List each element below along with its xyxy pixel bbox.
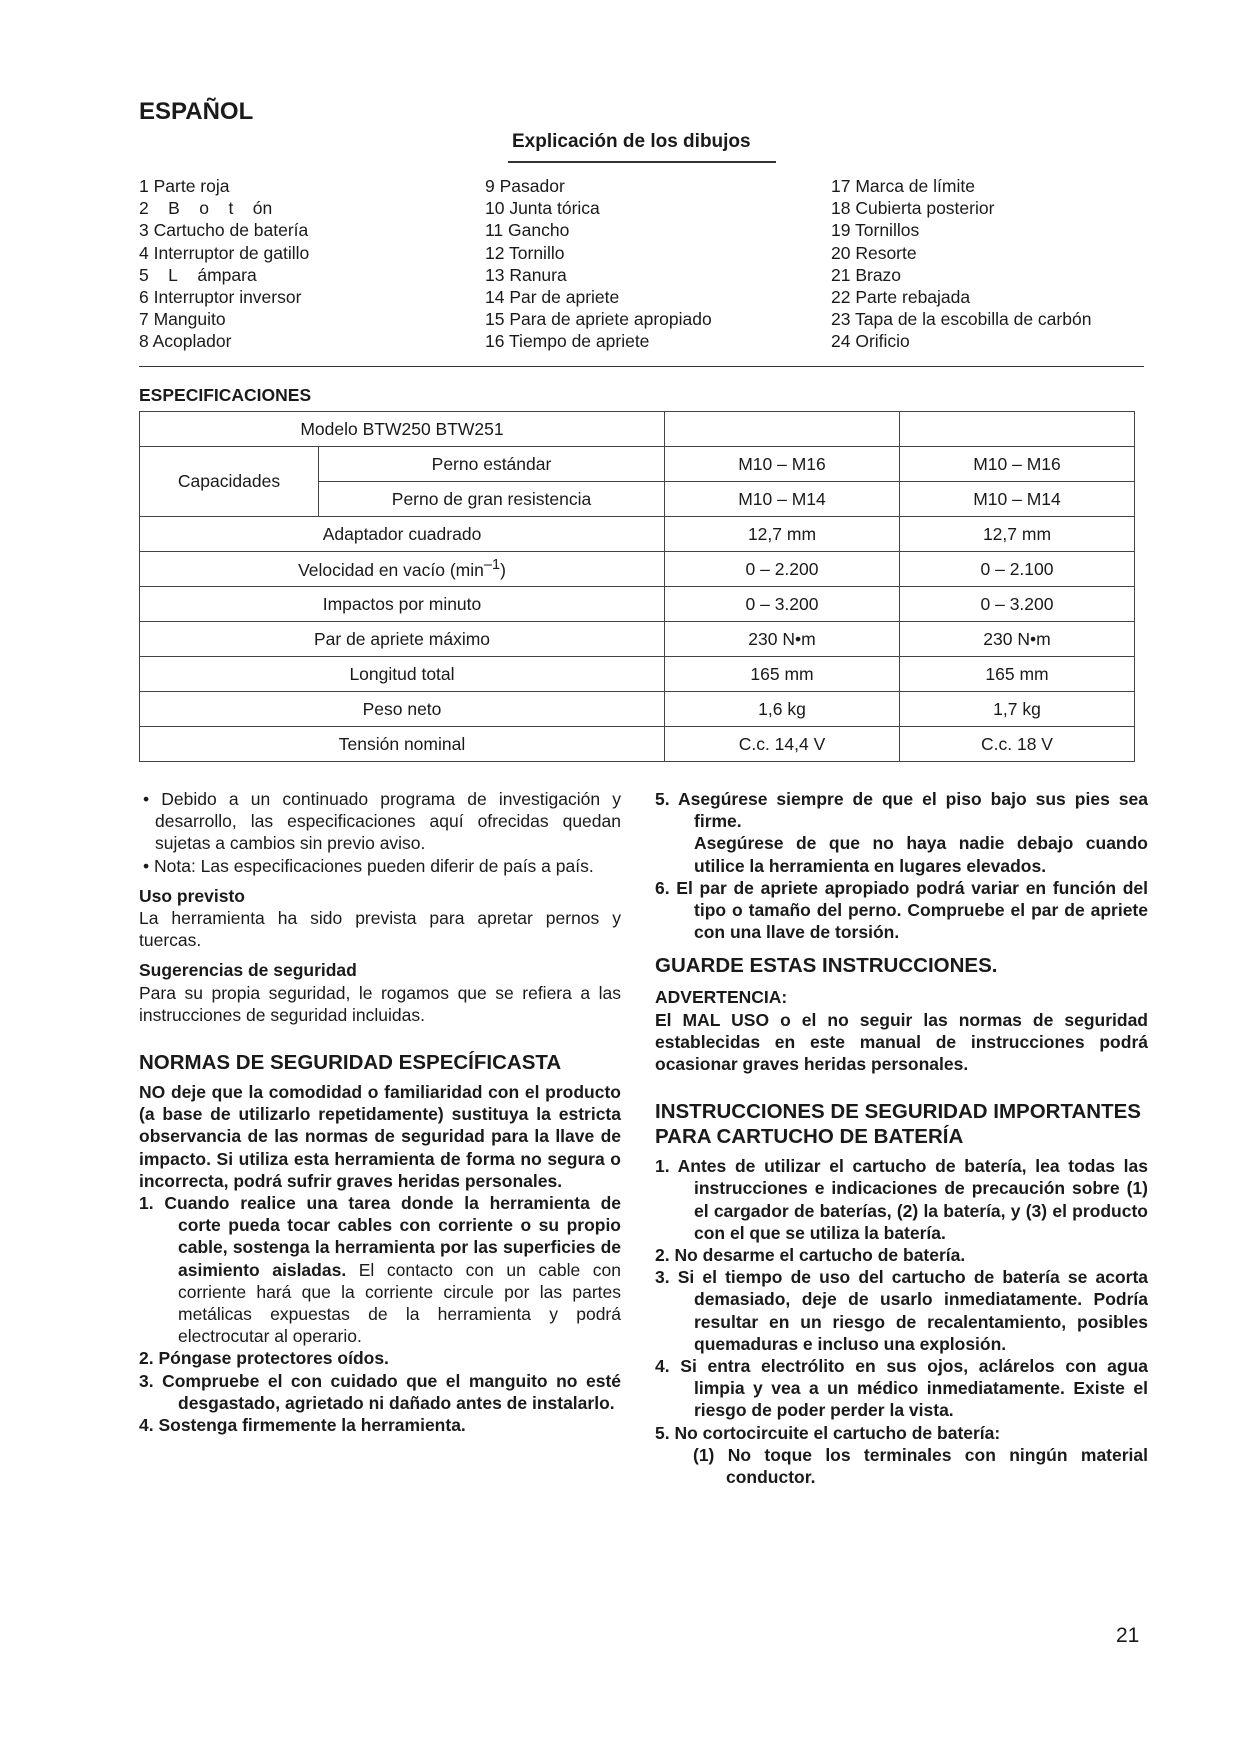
battery-item-5: 5. No cortocircuite el cartucho de batería:	[655, 1422, 1001, 1443]
language-title: ESPAÑOL	[139, 98, 254, 125]
value-btw251: 1,7 kg	[900, 692, 1135, 727]
specifications-table	[139, 411, 1135, 762]
title-underline	[508, 161, 776, 163]
value-btw250: 230 N•m	[665, 622, 900, 657]
left-column	[139, 788, 621, 1436]
guarde-title: GUARDE ESTAS INSTRUCCIONES.	[655, 954, 998, 978]
advertencia-text: El MAL USO o el no seguir las normas de seguridad establecidas en este manual de instrucciones podrá ocasionar graves heridas personales.	[655, 1009, 1148, 1075]
right-column	[655, 788, 1148, 1488]
row-label: Adaptador cuadrado	[140, 517, 665, 552]
legend-item: 13 Ranura	[485, 264, 567, 285]
legend-item: 15 Para de apriete apropiado	[485, 309, 712, 330]
legend-item: 24 Orificio	[831, 331, 910, 352]
legend-item: 9 Pasador	[485, 176, 565, 196]
table-row	[140, 412, 1135, 447]
sugerencias-title: Sugerencias de seguridad	[139, 960, 357, 981]
section-divider	[139, 366, 1144, 367]
row-label: Par de apriete máximo	[140, 622, 665, 657]
sugerencias-text: Para su propia seguridad, le rogamos que se refiera a las instrucciones de seguridad incluidas.	[139, 982, 621, 1025]
table-row	[140, 622, 1135, 657]
table-row	[140, 447, 1135, 482]
value-btw251: 165 mm	[900, 657, 1135, 692]
uso-previsto-title: Uso previsto	[139, 885, 245, 906]
value-btw251: 230 N•m	[900, 622, 1135, 657]
legend-item: 11 Gancho	[485, 220, 570, 241]
value-btw250: C.c. 14,4 V	[665, 727, 900, 762]
rule-item-4: 4. Sostenga firmemente la herramienta.	[139, 1415, 466, 1436]
value-btw251: 0 – 3.200	[900, 587, 1135, 622]
capacidades-cell: Capacidades	[140, 447, 319, 517]
rule-1-normal: El contacto con un cable con corriente hará que la corriente circule por las partes metálicas expuestas de la herramienta y podrá electrocutar al operario.	[178, 1259, 621, 1347]
battery-item-2: 2. No desarme el cartucho de batería.	[655, 1245, 966, 1266]
row-label-end: )	[500, 559, 506, 580]
value-btw250: 165 mm	[665, 657, 900, 692]
note-bullet: • Debido a un continuado programa de investigación y desarrollo, las especificaciones aquí ofrecidas quedan sujetas a cambios sin previo aviso.	[143, 789, 621, 854]
legend-item: 10 Junta tórica	[485, 198, 600, 219]
legend-item: 21 Brazo	[831, 264, 902, 285]
table-row	[140, 657, 1135, 692]
legend-item: 19 Tornillos	[831, 220, 920, 241]
row-label: Perno estándar	[319, 447, 665, 482]
legend-item: 7 Manguito	[139, 309, 226, 330]
battery-item-4: 4. Si entra electrólito en sus ojos, aclárelos con agua limpia y vea a un médico inmediatamente. Existe el riesgo de poder perder la vista.	[655, 1356, 1148, 1421]
uso-previsto-text: La herramienta ha sido prevista para apretar pernos y tuercas.	[139, 908, 621, 951]
legend-item: 20 Resorte	[831, 242, 917, 263]
row-label	[140, 552, 665, 587]
specs-heading: ESPECIFICACIONES	[139, 385, 312, 405]
rule-item-2: 2. Póngase protectores oídos.	[139, 1348, 389, 1369]
rule-1-bold: 1. Cuando realice una tarea donde la herramienta de corte pueda tocar cables con corriente o su propio cable, sostenga la herramienta por las superficies de asimiento aisladas.	[139, 1193, 621, 1280]
table-row	[140, 517, 1135, 552]
legend-item: 5 L ámpara	[139, 264, 257, 285]
row-label: Longitud total	[140, 657, 665, 692]
value-btw251: C.c. 18 V	[900, 727, 1135, 762]
value-btw250: 0 – 3.200	[665, 587, 900, 622]
value-btw251: M10 – M16	[900, 447, 1135, 482]
normas-title: NORMAS DE SEGURIDAD ESPECÍFICASTA	[139, 1051, 562, 1075]
model-label-cell: Modelo BTW250 BTW251	[140, 412, 665, 447]
row-label: Impactos por minuto	[140, 587, 665, 622]
rule-item-6: 6. El par de apriete apropiado podrá variar en función del tipo o tamaño del perno. Compruebe el par de apriete con una llave de torsión.	[655, 877, 1148, 943]
advertencia-title: ADVERTENCIA:	[655, 987, 788, 1008]
battery-instructions-title: INSTRUCCIONES DE SEGURIDAD IMPORTANTES PARA CARTUCHO DE BATERÍA	[655, 1100, 1141, 1149]
legend-item: 16 Tiempo de apriete	[485, 331, 650, 352]
page-number: 21	[1116, 1624, 1140, 1647]
unit-superscript: –1	[483, 557, 501, 574]
model-cell-empty	[665, 412, 900, 447]
drawings-explanation-title: Explicación de los dibujos	[512, 131, 751, 152]
value-btw250: M10 – M16	[665, 447, 900, 482]
legend-item: 1 Parte roja	[139, 176, 230, 196]
legend-column-3	[831, 175, 1091, 353]
battery-item-5-1: (1) No toque los terminales con ningún material conductor.	[693, 1444, 1148, 1488]
row-label: Perno de gran resistencia	[319, 482, 665, 517]
legend-item: 6 Interruptor inversor	[139, 287, 302, 308]
legend-item: 12 Tornillo	[485, 242, 565, 263]
table-row	[140, 692, 1135, 727]
battery-item-1: 1. Antes de utilizar el cartucho de batería, lea todas las instrucciones e indicaciones de precaución sobre (1) el cargador de baterías, (2) la batería, y (3) el producto con el que se utiliza la batería.	[655, 1156, 1148, 1243]
table-row	[140, 552, 1135, 587]
value-btw250: 0 – 2.200	[665, 552, 900, 587]
legend-item: 4 Interruptor de gatillo	[139, 242, 310, 263]
row-label: Tensión nominal	[140, 727, 665, 762]
rule-item-1	[139, 1192, 621, 1347]
value-btw250: 12,7 mm	[665, 517, 900, 552]
value-btw251: M10 – M14	[900, 482, 1135, 517]
legend-item: 17 Marca de límite	[831, 176, 975, 196]
table-row	[140, 727, 1135, 762]
rule-item-5: 5. Asegúrese siempre de que el piso bajo sus pies sea firme.	[655, 789, 1148, 832]
legend-item: 14 Par de apriete	[485, 287, 620, 308]
normas-intro: NO deje que la comodidad o familiaridad con el producto (a base de utilizarlo repetidamente) sustituya la estricta observancia de las normas de seguridad para la llave de impacto. Si utiliza esta herramienta de forma no segura o incorrecta, podrá sufrir graves heridas personales.	[139, 1082, 621, 1191]
value-btw250: 1,6 kg	[665, 692, 900, 727]
legend-item: 22 Parte rebajada	[831, 287, 971, 308]
legend-column-1	[139, 175, 309, 353]
battery-item-3: 3. Si el tiempo de uso del cartucho de batería se acorta demasiado, deje de usarlo inmediatamente. Podría resultar en un riesgo de recalentamiento, posibles quemaduras e incluso una explosión.	[655, 1267, 1148, 1354]
value-btw251: 12,7 mm	[900, 517, 1135, 552]
value-btw250: M10 – M14	[665, 482, 900, 517]
legend-item: 23 Tapa de la escobilla de carbón	[831, 309, 1092, 330]
table-row	[140, 587, 1135, 622]
legend-item: 2 B o t ón	[139, 198, 273, 219]
value-btw251: 0 – 2.100	[900, 552, 1135, 587]
rule-item-3: 3. Compruebe el con cuidado que el manguito no esté desgastado, agrietado ni dañado antes de instalarlo.	[139, 1370, 621, 1413]
note-bullet: • Nota: Las especificaciones pueden diferir de país a país.	[143, 855, 594, 876]
model-cell-empty	[900, 412, 1135, 447]
legend-column-2	[485, 175, 712, 353]
rule-item-5-cont: Asegúrese de que no haya nadie debajo cuando utilice la herramienta en lugares elevados.	[694, 833, 1148, 876]
row-label-text: Velocidad en vacío (min	[298, 559, 484, 580]
legend-item: 18 Cubierta posterior	[831, 198, 995, 219]
legend-item: 8 Acoplador	[139, 331, 232, 352]
row-label: Peso neto	[140, 692, 665, 727]
legend-item: 3 Cartucho de batería	[139, 220, 309, 241]
